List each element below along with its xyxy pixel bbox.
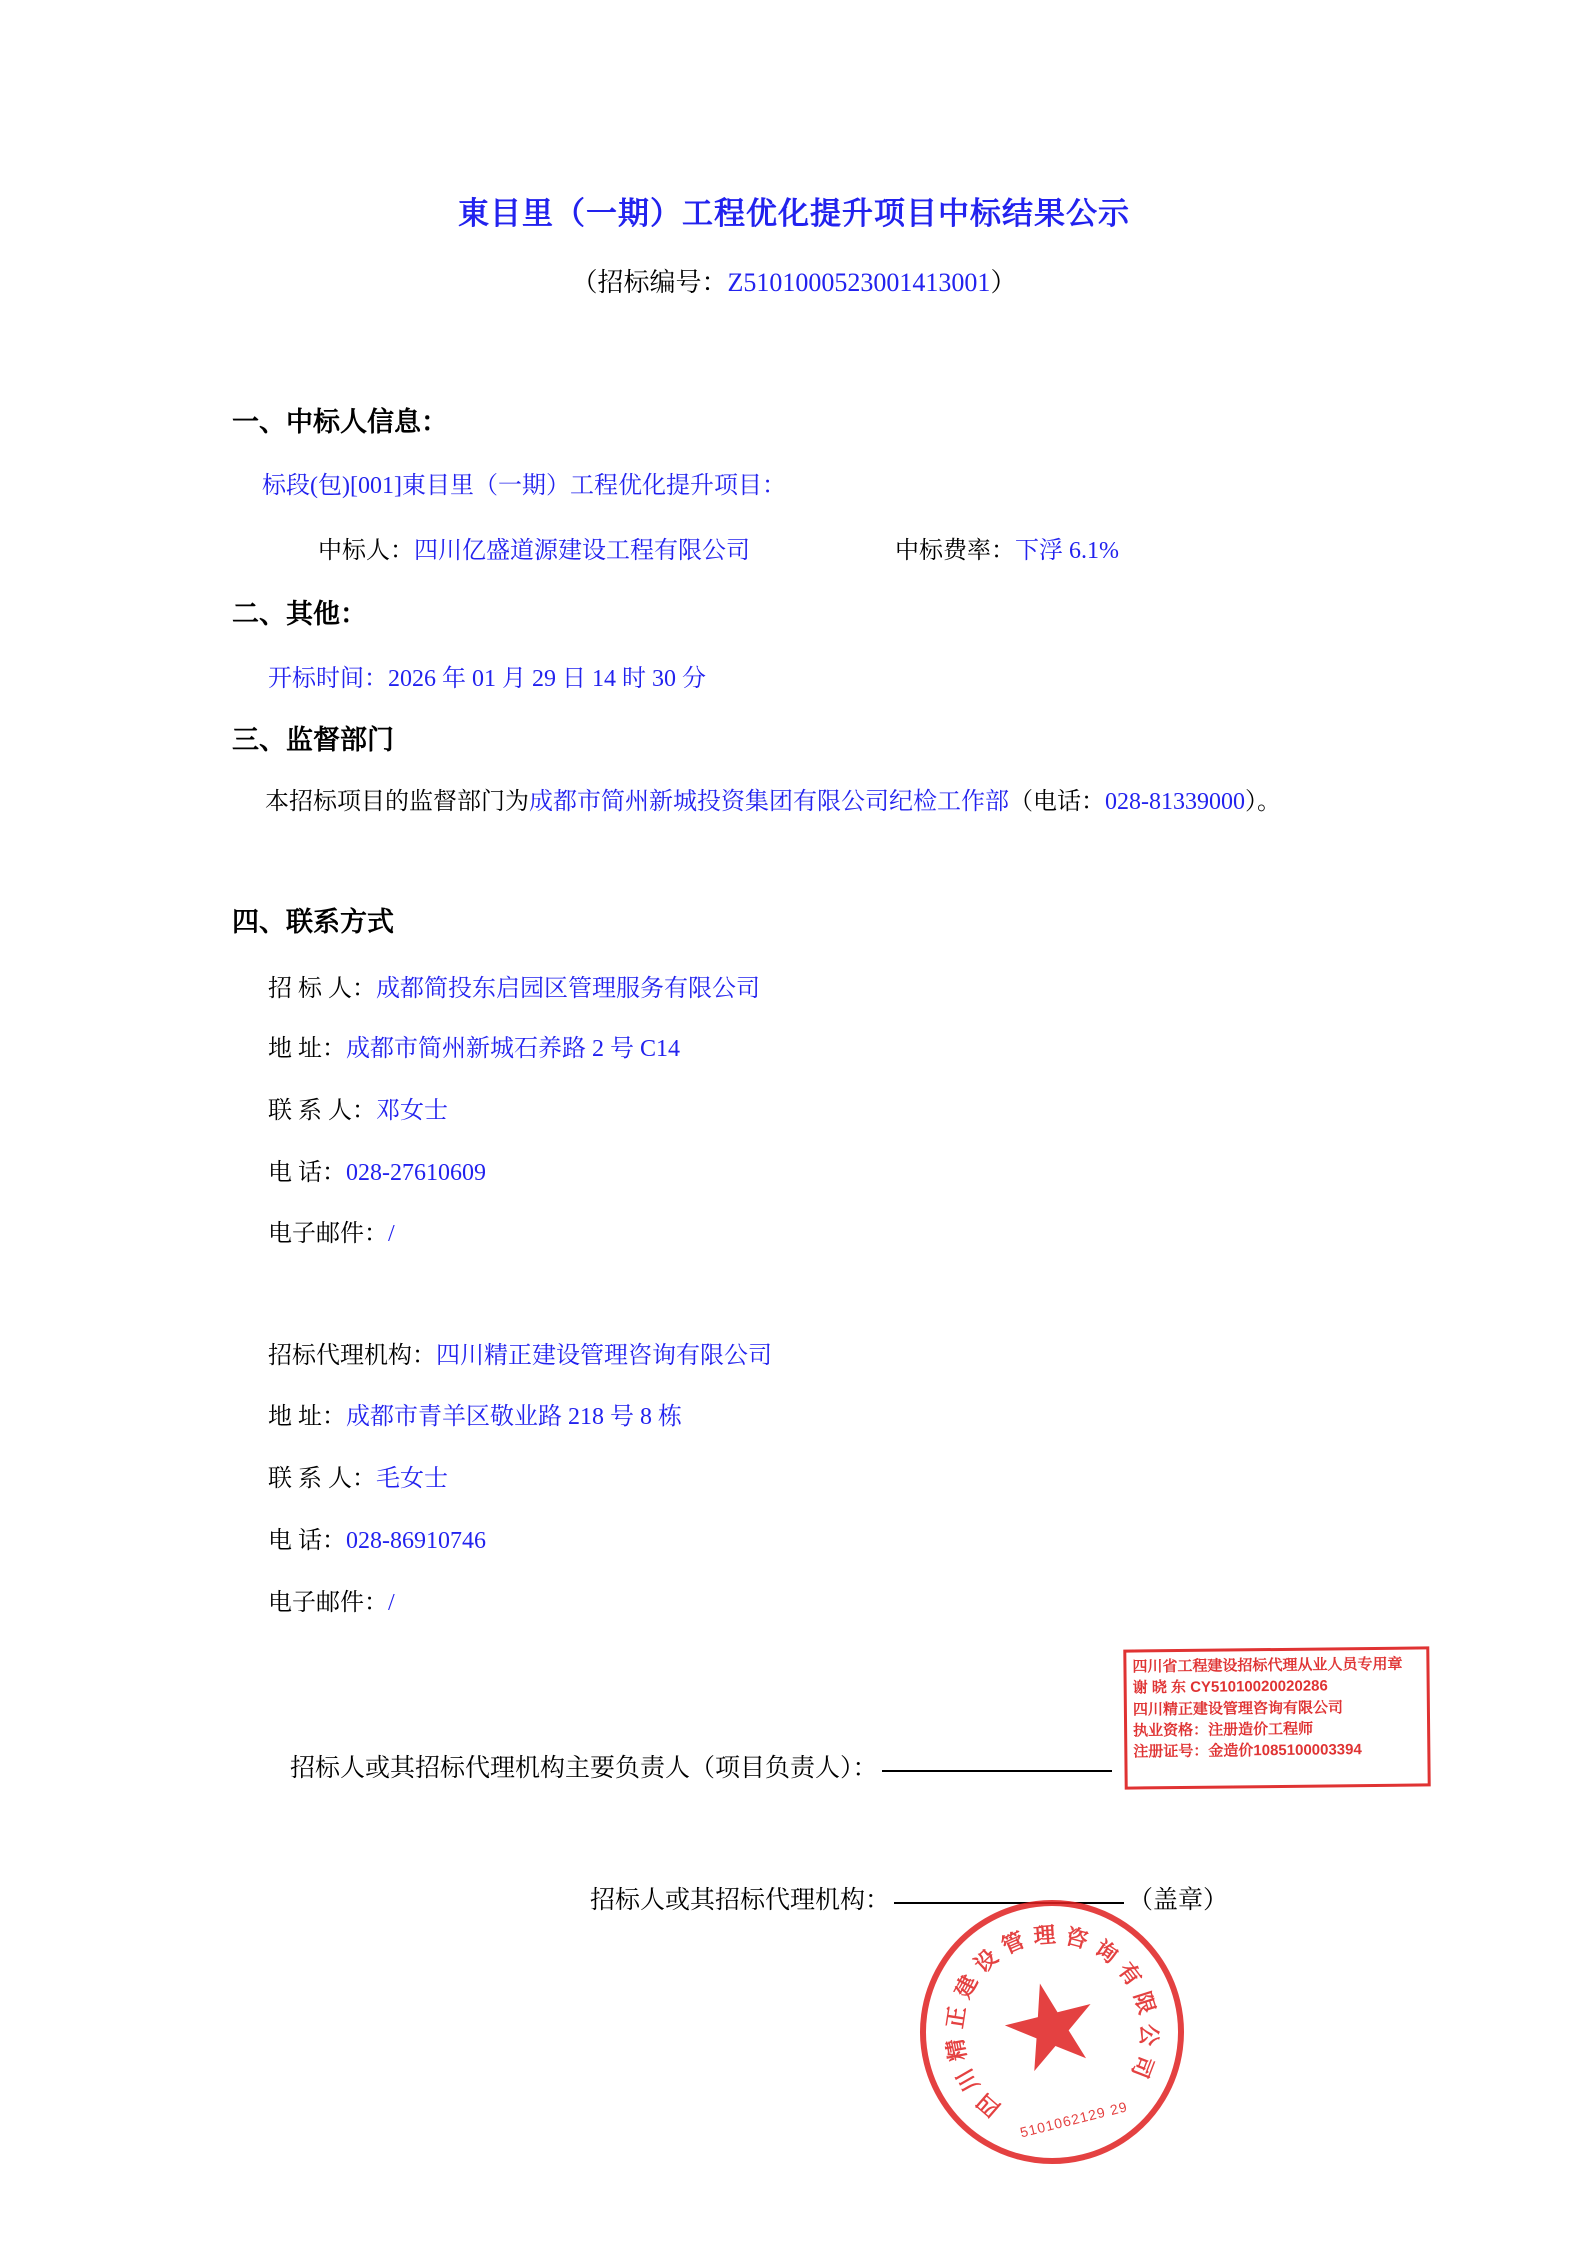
- stamp-ring-char: 建: [950, 1970, 983, 2003]
- stamp-ring-char: 询: [1090, 1935, 1123, 1969]
- tenderee-email-value: /: [388, 1221, 395, 1247]
- stamp-ring-char: 精: [942, 2036, 971, 2063]
- agency-phone-label: 电 话：: [268, 1528, 346, 1554]
- winner-value: 四川亿盛道源建设工程有限公司: [414, 538, 750, 564]
- round-company-stamp: [892, 1872, 1212, 2192]
- signature-principal-label: 招标人或其招标代理机构主要负责人（项目负责人）：: [290, 1755, 878, 1782]
- tenderee-email-row: [268, 1213, 395, 1248]
- agency-phone-row: [268, 1520, 486, 1555]
- tenderee-address-label: 地 址：: [268, 1036, 346, 1062]
- bid-open-time: 开标时间：2026 年 01 月 29 日 14 时 30 分: [268, 666, 706, 692]
- agency-email-label: 电子邮件：: [268, 1590, 388, 1616]
- stamp-ring-char: 设: [969, 1944, 1003, 1978]
- stamp-ring-char: 司: [1126, 2052, 1159, 2082]
- tenderee-contact-value: 邓女士: [376, 1098, 448, 1124]
- tenderee-contact-label: 联 系 人：: [268, 1098, 376, 1124]
- page-title: 東目里（一期）工程优化提升项目中标结果公示: [458, 196, 1130, 231]
- stamp-ring-char: 理: [1032, 1921, 1057, 1949]
- tenderee-address-row: [268, 1028, 680, 1063]
- winner-label: 中标人：: [318, 538, 414, 564]
- stamp-code: 5101062129 29: [1018, 2098, 1130, 2141]
- agency-name-label: 招标代理机构：: [268, 1343, 436, 1369]
- agency-name-value: 四川精正建设管理咨询有限公司: [436, 1343, 772, 1369]
- bid-number-prefix: （招标编号：: [571, 268, 728, 297]
- tenderee-email-label: 电子邮件：: [268, 1221, 388, 1247]
- tenderee-name-row: [268, 968, 760, 1003]
- tenderee-phone-value: 028-27610609: [346, 1160, 486, 1186]
- agency-address-value: 成都市青羊区敬业路 218 号 8 栋: [346, 1404, 682, 1430]
- agency-address-row: [268, 1396, 682, 1431]
- stamp-ring-char: 川: [951, 2064, 985, 2096]
- stamp-line-4: 执业资格：注册造价工程师: [1133, 1720, 1314, 1740]
- supervision-suffix: ）。: [1245, 789, 1281, 815]
- rectangular-stamp: [1123, 1646, 1430, 1789]
- supervision-prefix: 本招标项目的监督部门为: [265, 789, 529, 815]
- stamp-ring-char: 公: [1136, 2023, 1162, 2047]
- agency-contact-label: 联 系 人：: [268, 1466, 376, 1492]
- supervision-phone: 028-81339000: [1105, 789, 1245, 815]
- agency-email-row: [268, 1582, 395, 1617]
- agency-contact-row: [268, 1458, 448, 1493]
- bid-number-suffix: ）: [990, 268, 1017, 297]
- section-4-heading: 四、联系方式: [232, 907, 394, 937]
- signature-line-principal: [290, 1748, 1116, 1784]
- winner-row: [318, 532, 750, 570]
- signature-rule: [882, 1769, 1112, 1772]
- agency-address-label: 地 址：: [268, 1404, 346, 1430]
- tenderee-contact-row: [268, 1090, 448, 1125]
- stamp-ring-char: 咨: [1063, 1923, 1091, 1954]
- rate-label: 中标费率：: [895, 538, 1015, 564]
- section-1-lot: 标段(包)[001]東目里（一期）工程优化提升项目：: [262, 473, 786, 499]
- supervision-phone-prefix: （电话：: [1009, 789, 1105, 815]
- agency-email-value: /: [388, 1590, 395, 1616]
- section-3-heading: 三、监督部门: [232, 725, 394, 755]
- tenderee-phone-row: [268, 1152, 486, 1187]
- tenderee-name-value: 成都简投东启园区管理服务有限公司: [376, 976, 760, 1002]
- signature-agency-suffix: （盖章）: [1128, 1887, 1229, 1914]
- stamp-ring-char: 有: [1113, 1957, 1147, 1991]
- signature-agency-label: 招标人或其招标代理机构：: [590, 1887, 891, 1914]
- rate-row: [895, 532, 1119, 570]
- rate-value: 下浮 6.1%: [1015, 538, 1119, 564]
- section-1-heading: 一、中标人信息：: [232, 407, 448, 437]
- tenderee-phone-label: 电 话：: [268, 1160, 346, 1186]
- stamp-ring-char: 限: [1129, 1988, 1160, 2018]
- bid-number-line: [0, 262, 1588, 299]
- stamp-ring-char: 四: [971, 2088, 1005, 2122]
- stamp-ring-char: 正: [942, 2004, 971, 2031]
- agency-name-row: [268, 1335, 772, 1370]
- tenderee-name-label: 招 标 人：: [268, 976, 376, 1002]
- stamp-line-3: 四川精正建设管理咨询有限公司: [1132, 1698, 1343, 1719]
- section-2-heading: 二、其他：: [232, 599, 367, 629]
- stamp-line-2: 谢 晓 东 CY51010020020286: [1132, 1677, 1328, 1697]
- stamp-ring-char: 管: [998, 1927, 1029, 1959]
- supervision-department: 成都市简州新城投资集团有限公司纪检工作部: [529, 789, 1009, 815]
- tenderee-address-value: 成都市简州新城石养路 2 号 C14: [346, 1036, 681, 1062]
- stamp-line-5: 注册证号：金造价1085100003394: [1133, 1741, 1362, 1761]
- stamp-line-1: 四川省工程建设招标代理从业人员专用章: [1132, 1655, 1403, 1676]
- bid-number-value: Z5101000523001413001: [727, 268, 991, 297]
- agency-phone-value: 028-86910746: [346, 1528, 486, 1554]
- agency-contact-value: 毛女士: [376, 1466, 448, 1492]
- supervision-paragraph: [265, 780, 1325, 824]
